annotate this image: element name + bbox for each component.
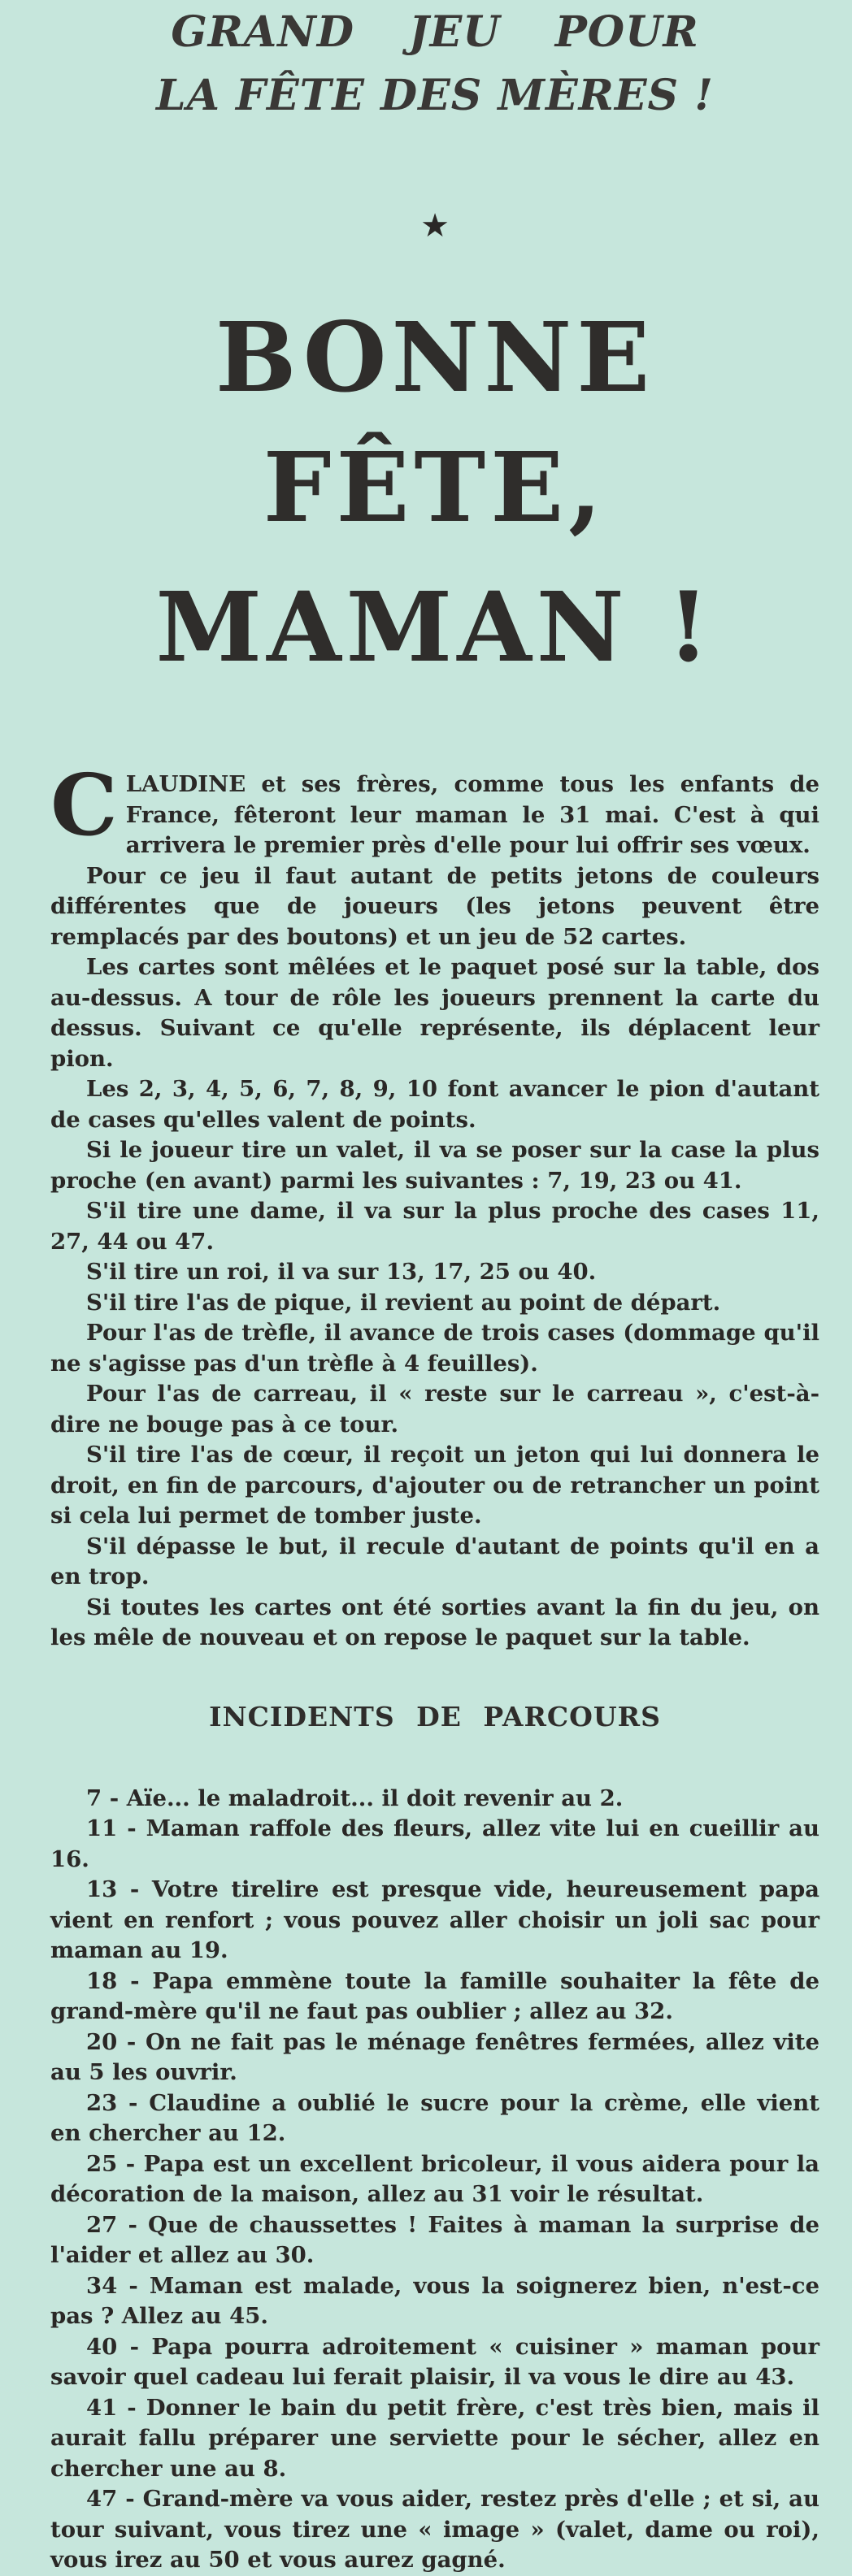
rule-paragraph: Si le joueur tire un valet, il va se poser sur la case la plus proche (en avant) parmi les suivantes : 7, 19, 23 ou 41. — [50, 1137, 819, 1194]
rule-paragraph: S'il tire une dame, il va sur la plus proche des cases 11, 27, 44 ou 47. — [50, 1198, 819, 1255]
rule-paragraph: S'il tire l'as de pique, il revient au point de départ. — [86, 1289, 721, 1316]
header-line-1: GRAND JEU POUR — [171, 7, 699, 57]
intro-paragraph — [50, 755, 819, 861]
incident-item: 27 - Que de chaussettes ! Faites à maman la surprise de l'aider et allez au 30. — [50, 2211, 819, 2268]
rule-paragraph: Les cartes sont mêlées et le paquet posé sur la table, dos au-dessus. A tour de rôle les joueurs prennent la carte du dessus. Suivant ce qu'elle représente, ils déplacent leur pion. — [50, 954, 819, 1072]
main-title-line-1: BONNE FÊTE, — [215, 301, 655, 544]
incident-item: 25 - Papa est un excellent bricoleur, il vous aidera pour la décoration de la maison, allez au 31 voir le résultat. — [50, 2150, 819, 2207]
rule-paragraph: Les 2, 3, 4, 5, 6, 7, 8, 9, 10 font avancer le pion d'autant de cases qu'elles valent de points. — [50, 1076, 819, 1133]
incident-item: 7 - Aïe... le maladroit... il doit revenir au 2. — [86, 1785, 624, 1811]
rule-paragraph: Pour l'as de carreau, il « reste sur le carreau », c'est-à-dire ne bouge pas à ce tour. — [50, 1381, 819, 1438]
incidents-heading: INCIDENTS DE PARCOURS — [209, 1700, 661, 1733]
incident-item: 47 - Grand-mère va vous aider, restez près d'elle ; et si, au tour suivant, vous tirez une « image » (valet, dame ou roi), vous irez au 50 et vous aurez gagné. — [50, 2486, 819, 2573]
incident-item: 41 - Donner le bain du petit frère, c'est très bien, mais il aurait fallu préparer une serviette pour le sécher, allez en chercher une au 8. — [50, 2394, 819, 2482]
rule-paragraph: S'il dépasse le but, il recule d'autant de points qu'il en a en trop. — [50, 1533, 819, 1589]
incident-item: 40 - Papa pourra adroitement « cuisiner » maman pour savoir quel cadeau lui ferait plaisir, il va vous le dire au 43. — [50, 2333, 819, 2390]
incident-item: 18 - Papa emmène toute la famille souhaiter la fête de grand-mère qu'il ne faut pas oublier ; allez au 32. — [50, 1967, 819, 2024]
rule-paragraph: S'il tire un roi, il va sur 13, 17, 25 ou 40. — [86, 1259, 597, 1285]
incident-item: 23 - Claudine a oublié le sucre pour la crème, elle vient en chercher au 12. — [50, 2089, 819, 2146]
main-title-line-2: MAMAN ! — [155, 570, 715, 683]
incident-item: 13 - Votre tirelire est presque vide, heureusement papa vient en renfort ; vous pouvez aller choisir un joli sac pour maman au 19. — [50, 1876, 819, 1963]
incidents-list — [50, 1784, 819, 2576]
incident-item: 20 - On ne fait pas le ménage fenêtres fermées, allez vite au 5 les ouvrir. — [50, 2028, 819, 2085]
rule-paragraph: S'il tire l'as de cœur, il reçoit un jeton qui lui donnera le droit, en fin de parcours, d'ajouter ou de retrancher un point si cela lui permet de tomber juste. — [50, 1442, 819, 1529]
drop-cap: C — [50, 755, 118, 855]
star-ornament-icon: ★ — [420, 207, 450, 245]
rule-paragraph: Si toutes les cartes ont été sorties avant la fin du jeu, on les mêle de nouveau et on repose le paquet sur la table. — [50, 1594, 819, 1650]
rule-paragraph: Pour l'as de trèfle, il avance de trois cases (dommage qu'il ne s'agisse pas d'un trèfle à 4 feuilles). — [50, 1320, 819, 1377]
header-line-2: LA FÊTE DES MÈRES ! — [156, 71, 714, 120]
rules-text — [50, 755, 819, 2576]
incident-item: 34 - Maman est malade, vous la soignerez bien, n'est-ce pas ? Allez au 45. — [50, 2272, 819, 2329]
intro-first-text: LAUDINE et ses frères, comme tous les enfants de France, fêteront leur maman le 31 mai. C'est à qui arrivera le premier près d'elle pour lui offrir ses vœux. — [125, 771, 819, 858]
incident-item: 11 - Maman raffole des fleurs, allez vite lui en cueillir au 16. — [50, 1815, 819, 1872]
rule-paragraph: Pour ce jeu il faut autant de petits jetons de couleurs différentes que de joueurs (les jetons peuvent être remplacés par des boutons) et un jeu de 52 cartes. — [50, 862, 819, 950]
